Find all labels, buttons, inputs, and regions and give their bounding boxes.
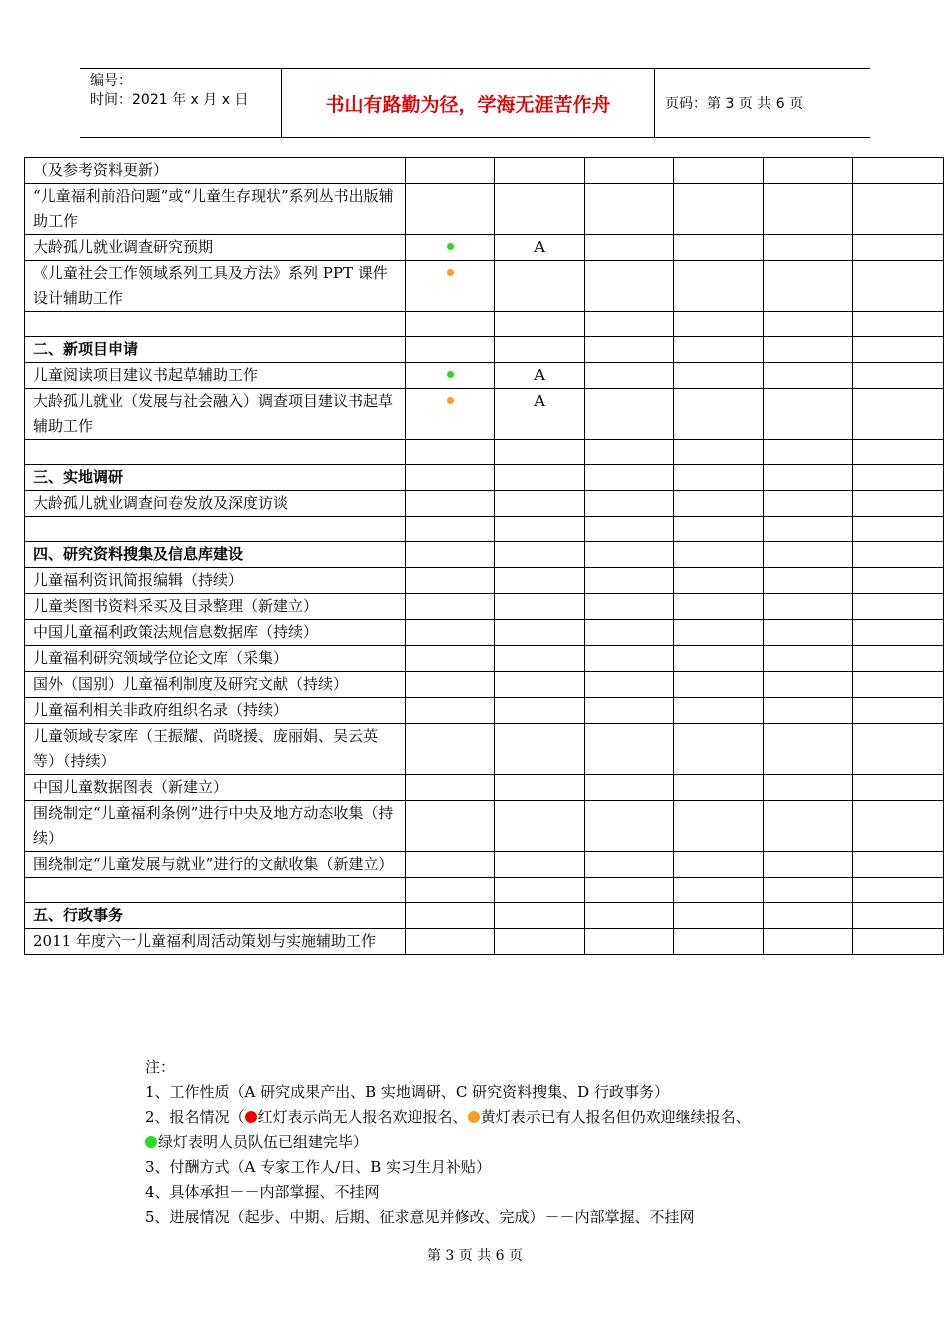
empty-cell — [853, 646, 944, 672]
status-cell — [406, 801, 495, 852]
empty-cell — [585, 801, 674, 852]
status-cell — [406, 852, 495, 878]
empty-cell — [764, 775, 853, 801]
empty-cell — [764, 440, 853, 465]
work-type-cell — [495, 594, 585, 620]
empty-cell — [853, 852, 944, 878]
page-footer: 第 3 页 共 6 页 — [426, 1248, 524, 1264]
section-heading: 三、实地调研 — [25, 465, 406, 491]
task-name-cell: 儿童福利资讯简报编辑（持续） — [25, 568, 406, 594]
work-type-cell — [495, 775, 585, 801]
empty-cell — [674, 184, 764, 235]
task-name-cell: “儿童福利前沿问题”或“儿童生存现状”系列丛书出版辅助工作 — [25, 184, 406, 235]
table-row — [25, 158, 944, 184]
table-row — [25, 261, 944, 312]
note-4: 4、具体承担－－内部掌握、不挂网 — [145, 1183, 380, 1201]
work-type-cell — [495, 672, 585, 698]
work-type-cell — [495, 440, 585, 465]
empty-cell — [585, 878, 674, 903]
empty-cell — [585, 440, 674, 465]
table-row — [25, 389, 944, 440]
orange-light-icon — [447, 269, 454, 276]
task-name-cell: 儿童类图书资料采买及目录整理（新建立） — [25, 594, 406, 620]
table-row — [25, 491, 944, 517]
empty-cell — [853, 235, 944, 261]
table-row — [25, 878, 944, 903]
empty-cell — [585, 724, 674, 775]
empty-cell — [585, 363, 674, 389]
task-name-cell — [25, 517, 406, 542]
empty-cell — [585, 929, 674, 955]
status-cell — [406, 724, 495, 775]
task-name-cell: 《儿童社会工作领域系列工具及方法》系列 PPT 课件设计辅助工作 — [25, 261, 406, 312]
orange-light-icon — [447, 397, 454, 404]
work-type-cell — [495, 235, 585, 261]
empty-cell — [585, 620, 674, 646]
status-cell — [406, 775, 495, 801]
section-heading: 五、行政事务 — [25, 903, 406, 929]
note-2 — [145, 1105, 845, 1130]
empty-cell — [764, 620, 853, 646]
empty-cell — [764, 235, 853, 261]
status-cell — [406, 672, 495, 698]
work-type-value: A — [534, 366, 545, 384]
status-cell — [406, 929, 495, 955]
empty-cell — [585, 491, 674, 517]
empty-cell — [585, 672, 674, 698]
task-name-cell — [25, 440, 406, 465]
green-light-icon — [447, 243, 454, 250]
empty-cell — [674, 594, 764, 620]
work-type-cell — [495, 568, 585, 594]
empty-cell — [853, 158, 944, 184]
empty-cell — [853, 698, 944, 724]
table-row — [25, 929, 944, 955]
header-motto-cell — [282, 69, 655, 137]
empty-cell — [585, 698, 674, 724]
status-cell — [406, 337, 495, 363]
table-row — [25, 801, 944, 852]
status-cell — [406, 568, 495, 594]
green-light-icon — [145, 1136, 157, 1148]
work-type-cell — [495, 724, 585, 775]
empty-cell — [764, 568, 853, 594]
empty-cell — [674, 929, 764, 955]
empty-cell — [853, 929, 944, 955]
table-row — [25, 620, 944, 646]
status-cell — [406, 878, 495, 903]
empty-cell — [853, 363, 944, 389]
code-label: 编号： — [90, 73, 132, 89]
empty-cell — [674, 698, 764, 724]
empty-cell — [585, 517, 674, 542]
empty-cell — [585, 389, 674, 440]
empty-cell — [764, 158, 853, 184]
empty-cell — [853, 465, 944, 491]
empty-cell — [853, 491, 944, 517]
empty-cell — [674, 337, 764, 363]
empty-cell — [674, 620, 764, 646]
empty-cell — [674, 801, 764, 852]
empty-cell — [853, 903, 944, 929]
status-cell — [406, 363, 495, 389]
status-cell — [406, 235, 495, 261]
task-name-cell: 儿童福利相关非政府组织名录（持续） — [25, 698, 406, 724]
red-light-icon — [245, 1111, 257, 1123]
empty-cell — [674, 440, 764, 465]
empty-cell — [853, 184, 944, 235]
empty-cell — [585, 775, 674, 801]
empty-cell — [764, 517, 853, 542]
task-name-cell — [25, 878, 406, 903]
empty-cell — [674, 517, 764, 542]
empty-cell — [853, 672, 944, 698]
empty-cell — [674, 389, 764, 440]
empty-cell — [674, 261, 764, 312]
empty-cell — [764, 724, 853, 775]
orange-light-icon — [468, 1111, 480, 1123]
header-page-cell — [655, 69, 870, 137]
status-cell — [406, 261, 495, 312]
empty-cell — [674, 646, 764, 672]
empty-cell — [764, 594, 853, 620]
motto-text: 书山有路勤为径，学海无涯苦作舟 — [325, 94, 611, 116]
note-2-cont — [145, 1130, 845, 1155]
status-cell — [406, 903, 495, 929]
empty-cell — [585, 852, 674, 878]
task-name-cell: 儿童阅读项目建议书起草辅助工作 — [25, 363, 406, 389]
empty-cell — [585, 568, 674, 594]
work-type-cell — [495, 261, 585, 312]
empty-cell — [764, 465, 853, 491]
empty-cell — [674, 724, 764, 775]
empty-cell — [853, 261, 944, 312]
section-heading: 二、新项目申请 — [25, 337, 406, 363]
section-heading: 四、研究资料搜集及信息库建设 — [25, 542, 406, 568]
table-row — [25, 568, 944, 594]
empty-cell — [674, 568, 764, 594]
status-cell — [406, 620, 495, 646]
status-cell — [406, 312, 495, 337]
empty-cell — [585, 312, 674, 337]
section-heading-row — [25, 465, 944, 491]
work-type-cell — [495, 852, 585, 878]
empty-cell — [585, 594, 674, 620]
empty-cell — [764, 337, 853, 363]
status-cell — [406, 491, 495, 517]
task-name-cell: 儿童福利研究领域学位论文库（采集） — [25, 646, 406, 672]
section-heading-row — [25, 337, 944, 363]
empty-cell — [585, 542, 674, 568]
section-heading-row — [25, 903, 944, 929]
task-name-cell: 儿童领域专家库（王振耀、尚晓援、庞丽娟、吴云英等）（持续） — [25, 724, 406, 775]
empty-cell — [764, 261, 853, 312]
table-row — [25, 698, 944, 724]
table-row — [25, 594, 944, 620]
table-row — [25, 235, 944, 261]
empty-cell — [764, 801, 853, 852]
work-type-value: A — [534, 392, 545, 410]
table-row — [25, 363, 944, 389]
note-2-orange: 黄灯表示已有人报名但仍欢迎继续报名、 — [480, 1108, 751, 1126]
empty-cell — [764, 698, 853, 724]
table-row — [25, 312, 944, 337]
empty-cell — [585, 158, 674, 184]
status-cell — [406, 158, 495, 184]
work-type-cell — [495, 491, 585, 517]
empty-cell — [764, 878, 853, 903]
empty-cell — [674, 312, 764, 337]
work-type-cell — [495, 517, 585, 542]
status-cell — [406, 594, 495, 620]
empty-cell — [764, 363, 853, 389]
status-cell — [406, 542, 495, 568]
empty-cell — [764, 542, 853, 568]
empty-cell — [585, 184, 674, 235]
empty-cell — [585, 337, 674, 363]
work-type-cell — [495, 465, 585, 491]
status-cell — [406, 646, 495, 672]
empty-cell — [853, 620, 944, 646]
empty-cell — [764, 646, 853, 672]
empty-cell — [674, 363, 764, 389]
task-name-cell: （及参考资料更新） — [25, 158, 406, 184]
work-type-cell — [495, 698, 585, 724]
work-type-cell — [495, 903, 585, 929]
task-name-cell: 中国儿童数据图表（新建立） — [25, 775, 406, 801]
empty-cell — [764, 929, 853, 955]
empty-cell — [585, 903, 674, 929]
empty-cell — [674, 903, 764, 929]
table-row — [25, 517, 944, 542]
empty-cell — [853, 542, 944, 568]
empty-cell — [585, 261, 674, 312]
empty-cell — [674, 465, 764, 491]
green-light-icon — [447, 371, 454, 378]
note-2-green: 绿灯表明人员队伍已组建完毕） — [158, 1133, 369, 1151]
empty-cell — [585, 465, 674, 491]
work-type-cell — [495, 646, 585, 672]
empty-cell — [764, 389, 853, 440]
empty-cell — [853, 594, 944, 620]
table-row — [25, 646, 944, 672]
work-type-cell — [495, 801, 585, 852]
notes-section — [145, 1055, 845, 1230]
empty-cell — [764, 852, 853, 878]
task-name-cell: 国外（国别）儿童福利制度及研究文献（持续） — [25, 672, 406, 698]
task-table — [24, 157, 944, 955]
empty-cell — [853, 801, 944, 852]
note-2-prefix: 2、报名情况（ — [145, 1108, 245, 1126]
work-type-cell — [495, 184, 585, 235]
empty-cell — [764, 184, 853, 235]
table-row — [25, 724, 944, 775]
page-header — [80, 68, 870, 138]
task-name-cell — [25, 312, 406, 337]
empty-cell — [853, 440, 944, 465]
notes-title: 注： — [145, 1058, 176, 1076]
table-row — [25, 852, 944, 878]
empty-cell — [853, 337, 944, 363]
work-type-cell — [495, 337, 585, 363]
status-cell — [406, 698, 495, 724]
empty-cell — [674, 852, 764, 878]
empty-cell — [764, 312, 853, 337]
header-info-cell — [80, 69, 282, 137]
work-type-cell — [495, 389, 585, 440]
date-label: 时间：2021 年 x 月 x 日 — [90, 92, 249, 108]
table-row — [25, 440, 944, 465]
work-type-cell — [495, 620, 585, 646]
empty-cell — [853, 878, 944, 903]
empty-cell — [853, 775, 944, 801]
empty-cell — [674, 878, 764, 903]
note-2-red: 红灯表示尚无人报名欢迎报名、 — [257, 1108, 468, 1126]
task-name-cell: 2011 年度六一儿童福利周活动策划与实施辅助工作 — [25, 929, 406, 955]
empty-cell — [764, 903, 853, 929]
empty-cell — [764, 491, 853, 517]
task-name-cell: 大龄孤儿就业（发展与社会融入）调查项目建议书起草辅助工作 — [25, 389, 406, 440]
work-type-cell — [495, 542, 585, 568]
empty-cell — [853, 724, 944, 775]
empty-cell — [674, 235, 764, 261]
table-row — [25, 184, 944, 235]
work-type-cell — [495, 158, 585, 184]
empty-cell — [674, 158, 764, 184]
status-cell — [406, 184, 495, 235]
empty-cell — [674, 491, 764, 517]
task-name-cell: 大龄孤儿就业调查研究预期 — [25, 235, 406, 261]
empty-cell — [853, 389, 944, 440]
note-5: 5、进展情况（起步、中期、后期、征求意见并修改、完成）－－内部掌握、不挂网 — [145, 1208, 695, 1226]
empty-cell — [764, 672, 853, 698]
page-info: 页码：第 3 页 共 6 页 — [665, 96, 804, 112]
task-name-cell: 围绕制定“儿童发展与就业”进行的文献收集（新建立） — [25, 852, 406, 878]
empty-cell — [674, 672, 764, 698]
task-name-cell: 围绕制定“儿童福利条例”进行中央及地方动态收集（持续） — [25, 801, 406, 852]
note-3: 3、付酬方式（A 专家工作人/日、B 实习生月补贴） — [145, 1158, 491, 1176]
empty-cell — [674, 775, 764, 801]
task-name-cell: 大龄孤儿就业调查问卷发放及深度访谈 — [25, 491, 406, 517]
status-cell — [406, 440, 495, 465]
section-heading-row — [25, 542, 944, 568]
status-cell — [406, 389, 495, 440]
empty-cell — [853, 517, 944, 542]
empty-cell — [585, 235, 674, 261]
empty-cell — [674, 542, 764, 568]
work-type-cell — [495, 929, 585, 955]
empty-cell — [585, 646, 674, 672]
work-type-cell — [495, 878, 585, 903]
empty-cell — [853, 312, 944, 337]
status-cell — [406, 465, 495, 491]
table-row — [25, 672, 944, 698]
note-1: 1、工作性质（A 研究成果产出、B 实地调研、C 研究资料搜集、D 行政事务） — [145, 1083, 669, 1101]
table-row — [25, 775, 944, 801]
work-type-cell — [495, 363, 585, 389]
empty-cell — [853, 568, 944, 594]
status-cell — [406, 517, 495, 542]
task-name-cell: 中国儿童福利政策法规信息数据库（持续） — [25, 620, 406, 646]
work-type-cell — [495, 312, 585, 337]
work-type-value: A — [534, 238, 545, 256]
